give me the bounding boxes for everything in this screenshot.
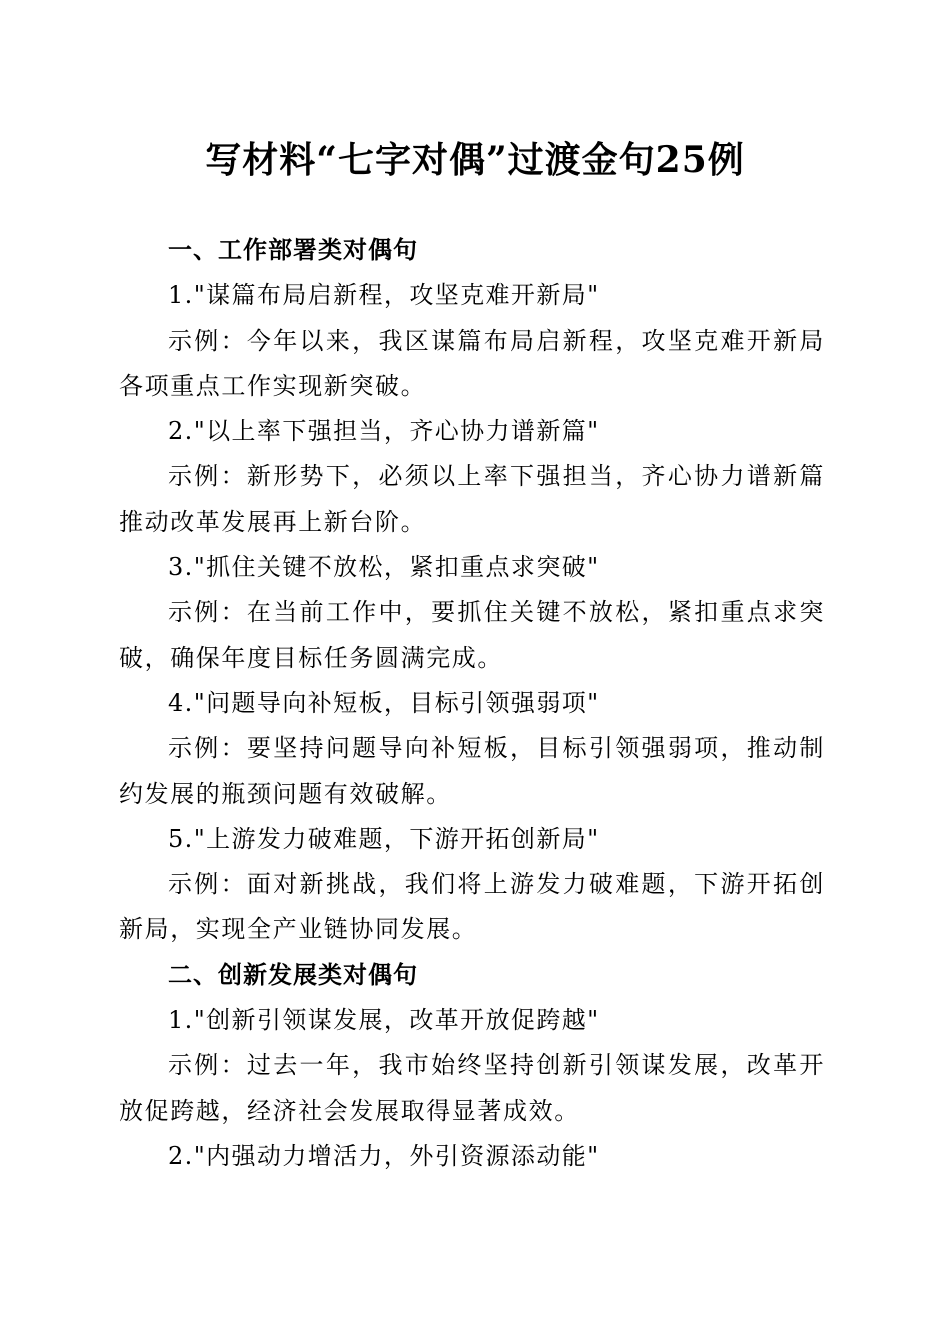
example-paragraph: 示例：面对新挑战，我们将上游发力破难题，下游开拓创新局，实现全产业链协同发展。 bbox=[119, 870, 825, 944]
document-title: 写材料“七字对偶”过渡金句25例 bbox=[205, 139, 745, 181]
phrase-item: 2."以上率下强担当，齐心协力谱新篇" bbox=[168, 417, 600, 446]
phrase-item: 2."内强动力增活力，外引资源添动能" bbox=[168, 1141, 600, 1170]
example-paragraph: 示例：过去一年，我市始终坚持创新引领谋发展，改革开放促跨越，经济社会发展取得显著成效。 bbox=[119, 1051, 825, 1125]
document-body bbox=[119, 228, 825, 1179]
section-heading: 一、工作部署类对偶句 bbox=[168, 236, 418, 264]
phrase-item: 5."上游发力破难题，下游开拓创新局" bbox=[168, 824, 600, 853]
phrase-item: 1."谋篇布局启新程，攻坚克难开新局" bbox=[168, 281, 600, 310]
phrase-item: 4."问题导向补短板，目标引领强弱项" bbox=[168, 688, 600, 717]
example-paragraph: 示例：新形势下，必须以上率下强担当，齐心协力谱新篇推动改革发展再上新台阶。 bbox=[119, 462, 825, 536]
example-paragraph: 示例：今年以来，我区谋篇布局启新程，攻坚克难开新局各项重点工作实现新突破。 bbox=[119, 326, 825, 400]
example-paragraph: 示例：要坚持问题导向补短板，目标引领强弱项，推动制约发展的瓶颈问题有效破解。 bbox=[119, 734, 825, 808]
section-heading: 二、创新发展类对偶句 bbox=[168, 960, 418, 989]
phrase-item: 1."创新引领谋发展，改革开放促跨越" bbox=[168, 1006, 600, 1035]
phrase-item: 3."抓住关键不放松，紧扣重点求突破" bbox=[168, 553, 600, 582]
example-paragraph: 示例：在当前工作中，要抓住关键不放松，紧扣重点求突破，确保年度目标任务圆满完成。 bbox=[119, 598, 825, 672]
